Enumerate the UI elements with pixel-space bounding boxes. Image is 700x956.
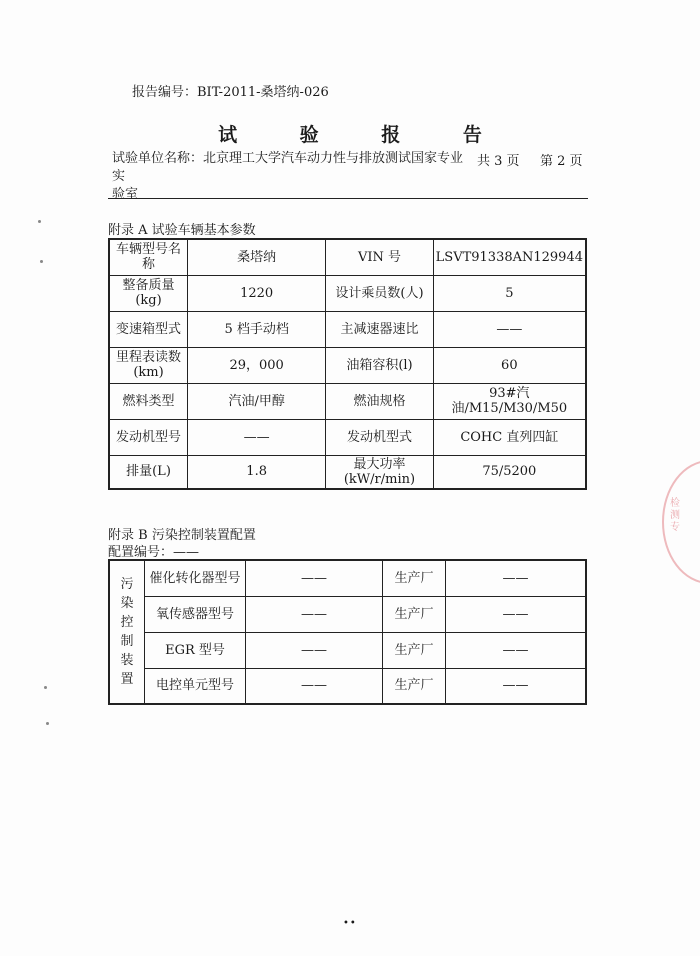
table-cell: 汽油/甲醇 — [188, 383, 326, 419]
table-row — [109, 596, 586, 632]
table-cell: 29，000 — [188, 347, 326, 383]
scan-speck — [40, 260, 43, 263]
table-cell: 60 — [433, 347, 586, 383]
table-cell: —— — [188, 419, 326, 455]
table-cell: 1.8 — [188, 455, 326, 489]
table-cell: —— — [246, 596, 383, 632]
table-cell: 75/5200 — [433, 455, 586, 489]
table-cell: 生产厂 — [383, 632, 446, 668]
vehicle-parameters-table — [108, 238, 587, 490]
test-unit-line-1: 试验单位名称：北京理工大学汽车动力性与排放测试国家专业实 — [112, 151, 464, 184]
table-cell: 设计乘员数(人) — [326, 275, 433, 311]
table-row — [109, 632, 586, 668]
table-cell: EGR 型号 — [145, 632, 246, 668]
stamp-mark: 检 测 专 — [670, 498, 680, 533]
table-cell: —— — [446, 632, 587, 668]
table-cell: 5 — [433, 275, 586, 311]
table-cell: —— — [246, 668, 383, 704]
table-cell: 1220 — [188, 275, 326, 311]
table-cell: 主减速器速比 — [326, 311, 433, 347]
appendix-a-title: 附录 A 试验车辆基本参数 — [108, 223, 256, 238]
report-number: 报告编号：BIT-2011-桑塔纳-026 — [132, 85, 329, 100]
official-stamp-icon — [662, 460, 700, 584]
table-cell: 燃油规格 — [326, 383, 433, 419]
group-label: 污 染 控 制 装 置 — [109, 560, 145, 704]
footer-mark: •• — [343, 918, 357, 929]
table-cell: 生产厂 — [383, 560, 446, 596]
report-title: 试 验 报 告 — [218, 124, 510, 146]
table-cell: —— — [433, 311, 586, 347]
table-cell: 变速箱型式 — [109, 311, 188, 347]
page-number: 第 2 页 — [540, 154, 583, 169]
table-cell: 燃料类型 — [109, 383, 188, 419]
table-cell: 电控单元型号 — [145, 668, 246, 704]
table-cell: 整备质量(kg) — [109, 275, 188, 311]
table-cell: 发动机型号 — [109, 419, 188, 455]
scan-speck — [46, 722, 49, 725]
table-row — [109, 347, 586, 383]
table-cell: COHC 直列四缸 — [433, 419, 586, 455]
table-row — [109, 383, 586, 419]
table-cell: 排量(L) — [109, 455, 188, 489]
scan-speck — [44, 686, 47, 689]
table-cell: —— — [446, 560, 587, 596]
table-cell: —— — [246, 560, 383, 596]
table-cell: 车辆型号名称 — [109, 239, 188, 275]
table-row — [109, 455, 586, 489]
table-cell: 里程表读数(km) — [109, 347, 188, 383]
header-rule — [108, 198, 588, 199]
total-pages: 共 3 页 — [477, 154, 520, 169]
table-cell: 最大功率(kW/r/min) — [326, 455, 433, 489]
table-cell: VIN 号 — [326, 239, 433, 275]
config-number: 配置编号：—— — [108, 545, 200, 560]
table-cell: 93#汽油/M15/M30/M50 — [433, 383, 586, 419]
table-cell: —— — [446, 668, 587, 704]
table-row — [109, 239, 586, 275]
table-cell: 5 档手动档 — [188, 311, 326, 347]
pollution-control-table — [108, 559, 587, 705]
table-row — [109, 311, 586, 347]
table-cell: 氧传感器型号 — [145, 596, 246, 632]
test-unit-line-2: 验室 — [112, 187, 139, 202]
table-row — [109, 419, 586, 455]
appendix-b-title: 附录 B 污染控制装置配置 — [108, 528, 256, 543]
table-row — [109, 560, 586, 596]
table-cell: 生产厂 — [383, 596, 446, 632]
table-cell: 桑塔纳 — [188, 239, 326, 275]
table-cell: LSVT91338AN129944 — [433, 239, 586, 275]
table-cell: 发动机型式 — [326, 419, 433, 455]
table-row — [109, 275, 586, 311]
table-cell: 生产厂 — [383, 668, 446, 704]
table-cell: 催化转化器型号 — [145, 560, 246, 596]
table-row — [109, 668, 586, 704]
scan-speck — [38, 220, 41, 223]
table-cell: —— — [246, 632, 383, 668]
test-unit-name — [112, 150, 472, 204]
table-cell: —— — [446, 596, 587, 632]
table-cell: 油箱容积(l) — [326, 347, 433, 383]
